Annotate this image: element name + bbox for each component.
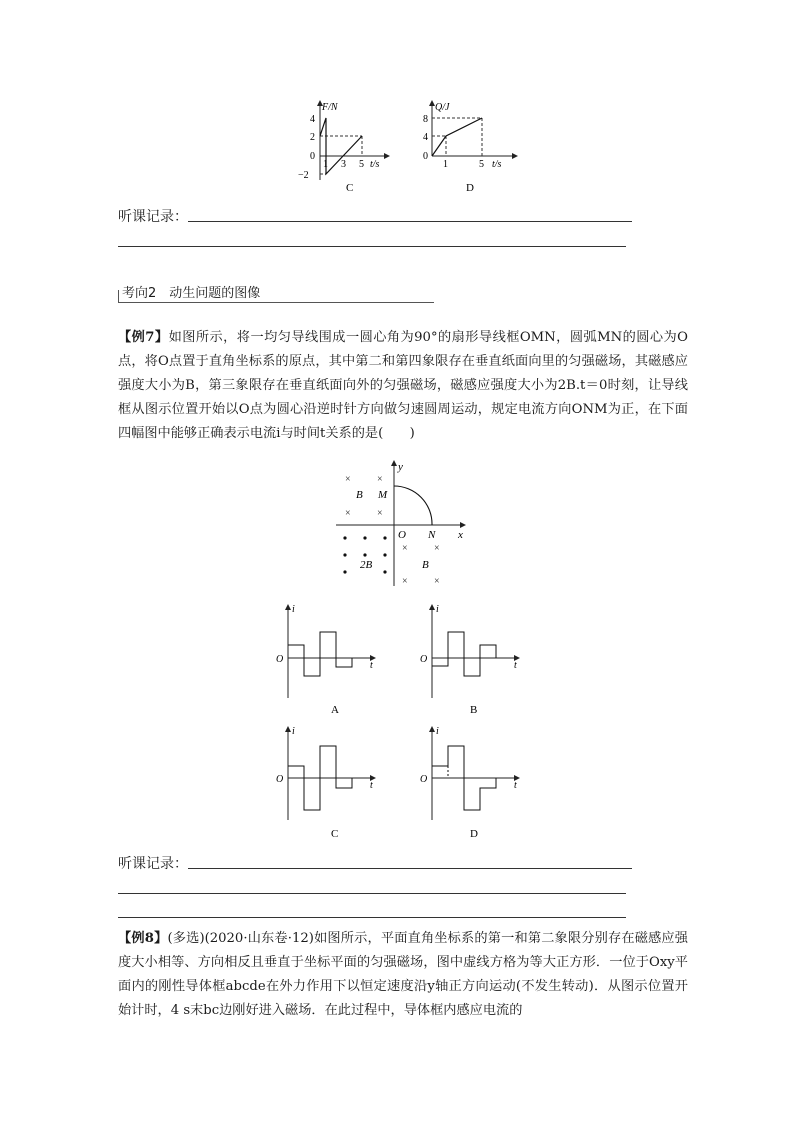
graph-c-ylabel: F/N bbox=[322, 102, 338, 113]
svg-text:×: × bbox=[402, 543, 408, 554]
graph-c-ytick: 2 bbox=[310, 132, 315, 143]
graph-b-xlabel: t bbox=[514, 660, 517, 671]
x-axis-label: x bbox=[458, 529, 463, 541]
graph-d-xlabel: t bbox=[514, 780, 517, 791]
current-graph-b bbox=[418, 600, 528, 715]
graph-c-ytick: 4 bbox=[310, 114, 315, 125]
example-7-paragraph bbox=[118, 326, 688, 446]
graph-a-caption: A bbox=[331, 704, 339, 715]
field-label-2b: 2B bbox=[360, 559, 373, 571]
svg-text:×: × bbox=[434, 543, 440, 554]
field-diagram bbox=[330, 458, 480, 588]
svg-text:×: × bbox=[377, 474, 383, 485]
graph-a-xlabel: t bbox=[370, 660, 373, 671]
y-axis-label: y bbox=[398, 461, 403, 473]
graph-d-ytick: 8 bbox=[423, 114, 428, 125]
graph-d-ylabel: i bbox=[436, 726, 439, 737]
example-8-tag: 【例8】 bbox=[118, 931, 168, 946]
graph-c-origin: O bbox=[276, 774, 284, 785]
example-7-text: 如图所示，将一均匀导线围成一圆心角为90°的扇形导线框OMN，圆弧MN的圆心为O点，将O点置于直角坐标系的原点，其中第二和第四象限存在垂直纸面向里的匀强磁场，其磁感应强度大小为B，第三象限存在垂直纸面向外的匀强磁场，磁感应强度大小为2B.t＝0时刻，让导线框从图示位置开始以O点为圆心沿逆时针方向做匀速圆周运动，规定电流方向ONM为正，在下面四幅图中能够正确表示电流i与时间t关系的是( ) bbox=[118, 330, 688, 441]
example-8-text: (多选)(2020·山东卷·12)如图所示，平面直角坐标系的第一和第二象限分别存在磁感应强度大小相等、方向相反且垂直于坐标平面的匀强磁场，图中虚线方格为等大正方形．一位于Oxy平面内的刚性导体框abcde在外力作用下以恒定速度沿y轴正方向运动(不发生转动)．从图示位置开始计时，4 s末bc边刚好进入磁场．在此过程中，导体框内感应电流的 bbox=[118, 931, 688, 1018]
svg-text:×: × bbox=[377, 508, 383, 519]
notes-line[interactable] bbox=[188, 868, 632, 869]
graph-b-ylabel: i bbox=[436, 604, 439, 615]
example-7-tag: 【例7】 bbox=[118, 330, 169, 345]
graph-d-origin: O bbox=[420, 774, 428, 785]
graph-b-origin: O bbox=[420, 654, 428, 665]
graph-c-xtick: 3 bbox=[341, 159, 346, 170]
notes-line[interactable] bbox=[118, 246, 626, 247]
current-graph-d bbox=[418, 722, 528, 840]
section-marker bbox=[118, 290, 119, 302]
origin-label: O bbox=[398, 529, 406, 541]
svg-text:×: × bbox=[345, 474, 351, 485]
graph-c-caption: C bbox=[331, 828, 339, 840]
graph-c-xtick: 5 bbox=[359, 159, 364, 170]
notes-line[interactable] bbox=[118, 893, 626, 894]
graph-c-xlabel: t bbox=[370, 780, 373, 791]
graph-d-xtick: 5 bbox=[479, 159, 484, 170]
graph-c-xtick: 1 bbox=[323, 159, 328, 170]
graph-c-ytick: −2 bbox=[298, 170, 309, 181]
notes-label: 听课记录： bbox=[118, 209, 188, 225]
graph-a-origin: O bbox=[276, 654, 284, 665]
example-8-paragraph bbox=[118, 927, 688, 1023]
graph-d-xlabel: t/s bbox=[492, 159, 502, 170]
point-m-label: M bbox=[378, 489, 388, 501]
notes-line[interactable] bbox=[188, 221, 632, 222]
point-n-label: N bbox=[428, 529, 436, 541]
svg-text:×: × bbox=[345, 508, 351, 519]
graph-d-xtick: 1 bbox=[443, 159, 448, 170]
graph-c-f-t bbox=[282, 98, 392, 198]
graph-c-ytick: 0 bbox=[310, 151, 315, 162]
current-graph-a bbox=[274, 600, 384, 715]
graph-d-q-t bbox=[420, 98, 530, 198]
notes-line[interactable] bbox=[118, 917, 626, 918]
graph-d-ytick: 0 bbox=[423, 151, 428, 162]
notes-label: 听课记录： bbox=[118, 856, 188, 872]
current-graph-c bbox=[274, 722, 384, 840]
graph-d-ytick: 4 bbox=[423, 132, 428, 143]
field-label-b: B bbox=[356, 489, 363, 501]
graph-d-ylabel: Q/J bbox=[435, 102, 450, 113]
graph-b-caption: B bbox=[470, 704, 478, 715]
graph-d-caption: D bbox=[470, 828, 478, 840]
graph-a-ylabel: i bbox=[292, 604, 295, 615]
section-title: 考向2 动生问题的图像 bbox=[122, 286, 261, 301]
graph-c-ylabel: i bbox=[292, 726, 295, 737]
graph-c-xlabel: t/s bbox=[370, 159, 380, 170]
field-label-b: B bbox=[422, 559, 429, 571]
svg-text:×: × bbox=[402, 576, 408, 587]
graph-c-caption: C bbox=[346, 182, 354, 194]
svg-text:×: × bbox=[434, 576, 440, 587]
graph-d-caption: D bbox=[466, 182, 474, 194]
section-rule bbox=[118, 302, 434, 303]
